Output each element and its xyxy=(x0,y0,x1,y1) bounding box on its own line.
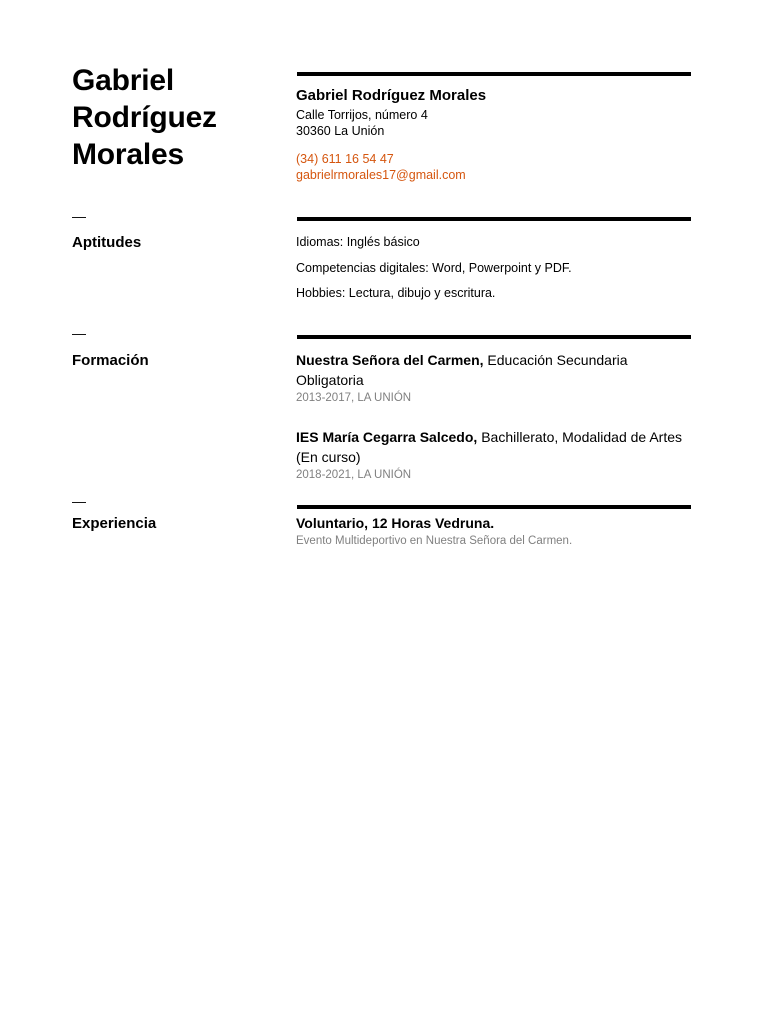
name-line-second: Rodríguez xyxy=(72,101,217,134)
experience-divider xyxy=(297,505,691,509)
contact-block xyxy=(296,86,690,183)
education-entry xyxy=(296,427,690,482)
section-dash-skills: — xyxy=(72,208,86,224)
address-line-1: Calle Torrijos, número 4 xyxy=(296,108,428,122)
experience-description: Evento Multideportivo en Nuestra Señora del Carmen. xyxy=(296,535,573,547)
name-heading xyxy=(72,62,272,173)
skill-item-hobbies: Hobbies: Lectura, dibujo y escritura. xyxy=(296,286,496,300)
education-institution: Nuestra Señora del Carmen, xyxy=(296,352,484,368)
experience-title xyxy=(296,513,690,533)
education-degree: Bachillerato, Modalidad de Artes (En curso) xyxy=(296,429,682,465)
section-dash-experience: — xyxy=(72,493,86,509)
section-title-education: Formación xyxy=(72,352,149,369)
skill-item-languages: Idiomas: Inglés básico xyxy=(296,235,420,249)
education-meta: 2013-2017, LA UNIÓN xyxy=(296,392,412,404)
experience-entry xyxy=(296,513,690,548)
education-heading xyxy=(296,350,690,390)
phone-link[interactable]: (34) 611 16 54 47 xyxy=(296,152,394,166)
education-entry xyxy=(296,350,690,405)
education-meta: 2018-2021, LA UNIÓN xyxy=(296,469,412,481)
education-list xyxy=(296,350,690,482)
email-link[interactable]: gabrielrmorales17@gmail.com xyxy=(296,168,466,182)
contact-divider xyxy=(297,72,691,76)
skills-divider xyxy=(297,217,691,221)
name-line-first: Gabriel xyxy=(72,64,174,97)
experience-role: Voluntario, 12 Horas Vedruna. xyxy=(296,515,495,531)
experience-list xyxy=(296,513,690,548)
education-institution: IES María Cegarra Salcedo, xyxy=(296,429,478,445)
education-degree: Educación Secundaria Obligatoria xyxy=(296,352,628,388)
section-title-experience: Experiencia xyxy=(72,515,157,532)
education-divider xyxy=(297,335,691,339)
contact-name: Gabriel Rodríguez Morales xyxy=(296,87,487,104)
address-line-2: 30360 La Unión xyxy=(296,124,385,138)
education-heading xyxy=(296,427,690,467)
name-line-third: Morales xyxy=(72,138,184,171)
skills-list xyxy=(296,234,690,311)
skill-item-digital: Competencias digitales: Word, Powerpoint y PDF. xyxy=(296,260,572,275)
section-dash-education: — xyxy=(72,325,86,341)
section-title-skills: Aptitudes xyxy=(72,234,142,251)
